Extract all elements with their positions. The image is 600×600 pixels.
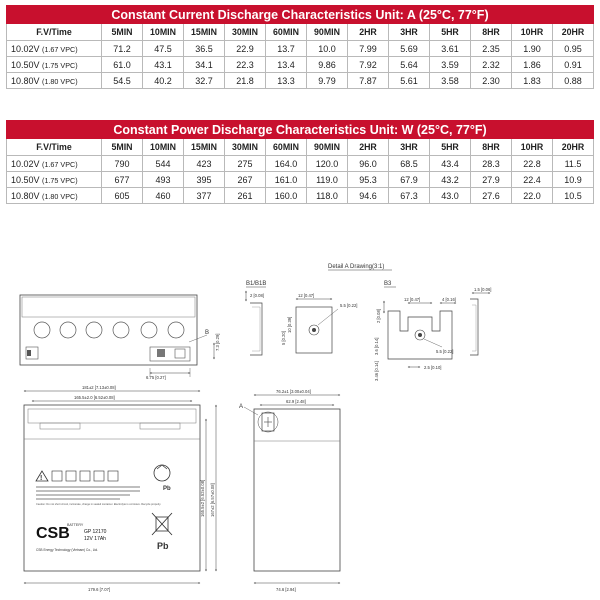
- table-cell: 96.0: [348, 156, 389, 172]
- table-cell: 43.0: [430, 188, 471, 204]
- table-cell: 43.2: [430, 172, 471, 188]
- table-cell: 1.86: [512, 57, 553, 73]
- constant-current-table: [6, 5, 594, 89]
- terminal-b3-detail: [374, 281, 491, 381]
- table-row: [7, 156, 594, 172]
- table-cell: 423: [184, 156, 225, 172]
- final-voltage: 10.80V: [11, 75, 40, 86]
- front-view: [24, 385, 216, 592]
- eye-protection-icon: [52, 471, 62, 481]
- column-header: 60MIN: [266, 139, 307, 156]
- table-cell: 9.86: [307, 57, 348, 73]
- dim-side-bottom: 74.6 [2.94]: [276, 587, 296, 592]
- dim-front-bottom-width: 179.6 [7.07]: [88, 587, 111, 592]
- table-cell: 1.83: [512, 73, 553, 89]
- table-cell: 40.2: [143, 73, 184, 89]
- table-cell: 7.92: [348, 57, 389, 73]
- table-cell: 160.0: [266, 188, 307, 204]
- table-cell: 7.87: [348, 73, 389, 89]
- brand-name: CSB: [36, 525, 70, 542]
- table-cell: 261: [225, 188, 266, 204]
- marker-b: B: [205, 330, 210, 336]
- terminal-b1-label: B1/B1B: [246, 281, 267, 287]
- table-cell: 3.58: [430, 73, 471, 89]
- table-cell: 10.9: [553, 172, 594, 188]
- table-cell: 377: [184, 188, 225, 204]
- terminal-b3-label: B3: [384, 281, 392, 287]
- final-voltage-cell: [7, 172, 102, 188]
- table-cell: 120.0: [307, 156, 348, 172]
- table-row: [7, 172, 594, 188]
- final-voltage-cell: [7, 41, 102, 57]
- column-header: 20HR: [553, 24, 594, 41]
- table-cell: 118.0: [307, 188, 348, 204]
- final-voltage: 10.02V: [11, 43, 40, 54]
- table-cell: 22.9: [225, 41, 266, 57]
- table-cell: 1.90: [512, 41, 553, 57]
- table-cell: 94.6: [348, 188, 389, 204]
- volts-per-cell: (1.80 VPC): [42, 76, 78, 86]
- no-fire-icon: [66, 471, 76, 481]
- table-row: [7, 41, 594, 57]
- column-header: 5MIN: [102, 24, 143, 41]
- b1-dim-a: 2 [0.08]: [250, 293, 264, 298]
- volts-per-cell: (1.75 VPC): [42, 60, 78, 70]
- table-cell: 67.9: [389, 172, 430, 188]
- column-header: F.V/Time: [7, 24, 102, 41]
- table-cell: 71.2: [102, 41, 143, 57]
- table-cell: 3.61: [430, 41, 471, 57]
- table-cell: 677: [102, 172, 143, 188]
- table-cell: 0.88: [553, 73, 594, 89]
- table-cell: 32.7: [184, 73, 225, 89]
- b3-dim-h: 2.5 [0.10]: [424, 365, 442, 370]
- marker-a: A: [239, 404, 244, 410]
- final-voltage: 10.50V: [11, 59, 40, 70]
- explosive-icon: [108, 471, 118, 481]
- volts-per-cell: (1.67 VPC): [42, 159, 78, 169]
- column-header: 15MIN: [184, 139, 225, 156]
- terminal-b1-detail: [246, 281, 357, 355]
- dim-side-width-1: 76.2±1 [3.00±0.04]: [276, 389, 311, 394]
- caution-label: [36, 471, 161, 506]
- volts-per-cell: (1.67 VPC): [42, 44, 78, 54]
- table-row: [7, 73, 594, 89]
- detail-title: Detail A Drawing(3:1): [328, 264, 385, 270]
- column-header: F.V/Time: [7, 139, 102, 156]
- table-cell: 22.4: [512, 172, 553, 188]
- table-cell: 164.0: [266, 156, 307, 172]
- table-cell: 267: [225, 172, 266, 188]
- table-cell: 161.0: [266, 172, 307, 188]
- svg-text:!: !: [40, 475, 43, 482]
- table-cell: 13.4: [266, 57, 307, 73]
- company-name: CSB Energy Technology (Vietnam) Co., Ltd.: [36, 548, 99, 552]
- table-cell: 7.99: [348, 41, 389, 57]
- final-voltage-cell: [7, 188, 102, 204]
- table-cell: 5.69: [389, 41, 430, 57]
- final-voltage-cell: [7, 73, 102, 89]
- column-header: 30MIN: [225, 24, 266, 41]
- current-table-title: Constant Current Discharge Characteristics Unit: A (25°C, 77°F): [7, 6, 594, 24]
- table-cell: 10.0: [307, 41, 348, 57]
- power-table-header-row: [7, 139, 594, 156]
- column-header: 90MIN: [307, 139, 348, 156]
- b1-dim-d: 5 [0.20]: [281, 331, 286, 345]
- model-spec: 12V 17Ah: [84, 536, 106, 542]
- column-header: 5HR: [430, 24, 471, 41]
- table-cell: 3.59: [430, 57, 471, 73]
- b3-dim-b: 2 [0.08]: [376, 309, 381, 323]
- table-cell: 395: [184, 172, 225, 188]
- side-view: [239, 389, 340, 592]
- table-cell: 67.3: [389, 188, 430, 204]
- table-cell: 22.8: [512, 156, 553, 172]
- table-cell: 0.95: [553, 41, 594, 57]
- column-header: 3HR: [389, 139, 430, 156]
- column-header: 8HR: [471, 24, 512, 41]
- b3-dim-e: 5.5 [0.22]: [436, 349, 454, 354]
- table-cell: 27.9: [471, 172, 512, 188]
- crossed-bin-symbol: [152, 513, 172, 551]
- recycle-symbol: [154, 465, 171, 492]
- acid-icon: [94, 471, 104, 481]
- read-manual-icon: [80, 471, 90, 481]
- volts-per-cell: (1.80 VPC): [42, 191, 78, 201]
- final-voltage: 10.50V: [11, 174, 40, 185]
- dim-top-height: 7.3 [0.29]: [215, 333, 220, 351]
- b3-dim-c: 12 [0.47]: [404, 297, 421, 302]
- column-header: 5MIN: [102, 139, 143, 156]
- final-voltage-cell: [7, 156, 102, 172]
- column-header: 5HR: [430, 139, 471, 156]
- recycle-icon: [154, 465, 170, 481]
- table-cell: 790: [102, 156, 143, 172]
- warning-text: Caution: Do not short circuit, incinerate, charge in sealed container. Electrolyte is corrosive. Recycle properly.: [36, 503, 162, 506]
- vent-caps: [34, 322, 184, 338]
- table-cell: 43.4: [430, 156, 471, 172]
- table-cell: 11.5: [553, 156, 594, 172]
- table-cell: 22.3: [225, 57, 266, 73]
- table-row: [7, 57, 594, 73]
- table-cell: 544: [143, 156, 184, 172]
- final-voltage: 10.02V: [11, 158, 40, 169]
- column-header: 8HR: [471, 139, 512, 156]
- table-row: [7, 188, 594, 204]
- power-table-title: Constant Power Discharge Characteristics Unit: W (25°C, 77°F): [7, 121, 594, 139]
- table-cell: 13.7: [266, 41, 307, 57]
- column-header: 60MIN: [266, 24, 307, 41]
- table-cell: 275: [225, 156, 266, 172]
- table-cell: 5.64: [389, 57, 430, 73]
- table-cell: 54.5: [102, 73, 143, 89]
- table-cell: 22.0: [512, 188, 553, 204]
- table-cell: 47.5: [143, 41, 184, 57]
- column-header: 2HR: [348, 24, 389, 41]
- table-cell: 27.6: [471, 188, 512, 204]
- final-voltage: 10.80V: [11, 190, 40, 201]
- b3-dim-f: 3.6 [0.14]: [374, 337, 379, 355]
- constant-power-table: [6, 120, 594, 204]
- table-cell: 21.8: [225, 73, 266, 89]
- dim-top-offset: 6.75 [0.27]: [146, 375, 166, 380]
- table-cell: 13.3: [266, 73, 307, 89]
- volts-per-cell: (1.75 VPC): [42, 175, 78, 185]
- column-header: 30MIN: [225, 139, 266, 156]
- csb-logo: [36, 523, 107, 552]
- table-cell: 119.0: [307, 172, 348, 188]
- dim-front-height-1: 165.5±2 [6.52±0.08]: [200, 479, 205, 517]
- column-header: 10MIN: [143, 139, 184, 156]
- column-header: 15MIN: [184, 24, 225, 41]
- table-cell: 9.79: [307, 73, 348, 89]
- b3-dim-d: 4 [0.16]: [442, 297, 456, 302]
- model-number: GP 12170: [84, 529, 107, 535]
- column-header: 2HR: [348, 139, 389, 156]
- b1-dim-c: 5.5 [0.22]: [340, 303, 358, 308]
- table-cell: 43.1: [143, 57, 184, 73]
- b3-dim-g: 3.46 [0.14]: [374, 361, 379, 381]
- column-header: 10HR: [512, 24, 553, 41]
- table-cell: 28.3: [471, 156, 512, 172]
- table-cell: 2.30: [471, 73, 512, 89]
- table-cell: 10.5: [553, 188, 594, 204]
- column-header: 3HR: [389, 24, 430, 41]
- dim-front-height-2: 167±2 [6.57±0.08]: [210, 483, 215, 517]
- final-voltage-cell: [7, 57, 102, 73]
- bin-label: Pb: [157, 541, 169, 551]
- table-cell: 68.5: [389, 156, 430, 172]
- column-header: 10HR: [512, 139, 553, 156]
- column-header: 10MIN: [143, 24, 184, 41]
- dim-front-inner-width: 165.5±2.0 [6.52±0.08]: [74, 395, 115, 400]
- table-cell: 34.1: [184, 57, 225, 73]
- table-cell: 95.3: [348, 172, 389, 188]
- table-cell: 5.61: [389, 73, 430, 89]
- table-cell: 0.91: [553, 57, 594, 73]
- table-cell: 2.32: [471, 57, 512, 73]
- current-table-header-row: [7, 24, 594, 41]
- dim-side-width-2: 62.9 [2.48]: [286, 399, 306, 404]
- battery-technical-drawing: [0, 255, 600, 600]
- column-header: 90MIN: [307, 24, 348, 41]
- table-cell: 493: [143, 172, 184, 188]
- b1-dim-e: 10 [0.39]: [287, 316, 292, 333]
- column-header: 20HR: [553, 139, 594, 156]
- table-cell: 61.0: [102, 57, 143, 73]
- table-cell: 460: [143, 188, 184, 204]
- dim-front-total-width: 181±2 [7.13±0.08]: [82, 385, 116, 390]
- recycle-label: Pb: [163, 486, 171, 492]
- table-cell: 605: [102, 188, 143, 204]
- b1-dim-b: 12 [0.47]: [298, 293, 315, 298]
- top-view: [20, 295, 220, 380]
- table-cell: 2.35: [471, 41, 512, 57]
- brand-subtitle: BATTERY: [67, 523, 84, 527]
- b3-dim-a: 1.5 [0.06]: [474, 287, 492, 292]
- table-cell: 36.5: [184, 41, 225, 57]
